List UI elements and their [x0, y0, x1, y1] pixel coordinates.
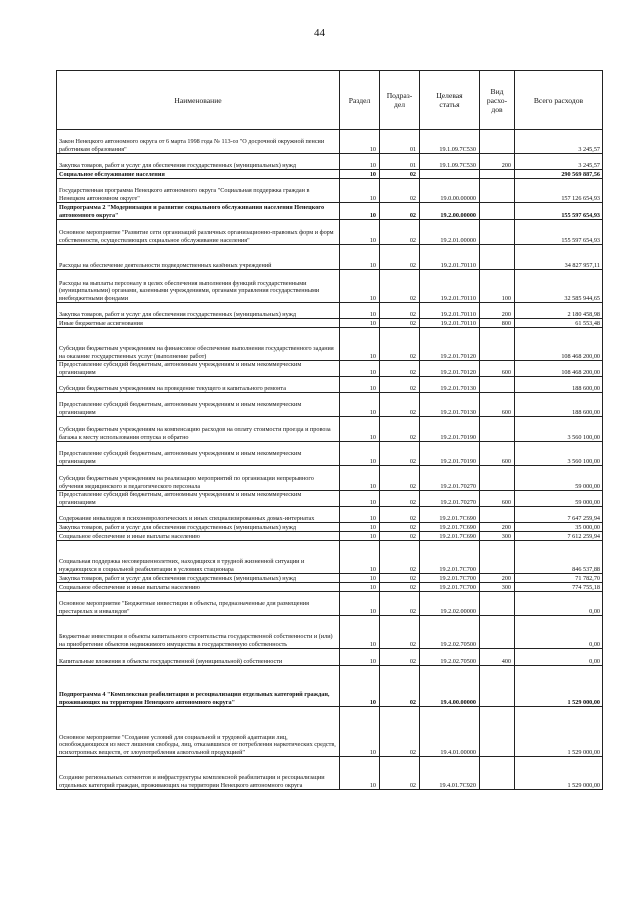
table-cell-total: 155 597 654,93 — [515, 203, 603, 220]
table-cell-total: 846 537,88 — [515, 541, 603, 574]
table-cell-subsection: 02 — [380, 757, 420, 790]
table-cell-name: Субсидии бюджетным учреждениям на реализацию мероприятий по организации непрерывного обучения медицинского и педагогического персонала — [57, 466, 340, 491]
table-row — [57, 270, 603, 303]
table-cell-target: 19.2.01.7С690 — [420, 507, 480, 523]
table-cell-name: Закупка товаров, работ и услуг для обеспечения государственных (муниципальных) нужд — [57, 303, 340, 319]
table-cell-target: 19.2.01.70190 — [420, 442, 480, 466]
table-cell-subsection: 02 — [380, 491, 420, 507]
table-row — [57, 170, 603, 179]
table-cell-total: 3 245,57 — [515, 154, 603, 170]
table-row — [57, 507, 603, 523]
table-cell-name: Субсидии бюджетным учреждениям на проведение текущего и капитального ремонта — [57, 377, 340, 393]
table-cell-total: 1 529 000,00 — [515, 757, 603, 790]
table-cell-target: 19.0.00.00000 — [420, 179, 480, 203]
table-cell-total: 35 000,00 — [515, 523, 603, 532]
table-cell-subsection: 02 — [380, 666, 420, 707]
table-cell-expense-type — [480, 417, 515, 442]
table-cell-target: 19.1.09.7С530 — [420, 130, 480, 154]
table-cell-section: 10 — [340, 319, 380, 328]
table-cell-expense-type: 200 — [480, 154, 515, 170]
table-cell-name: Предоставление субсидий бюджетным, автономным учреждениям и иным некоммерческим организациям — [57, 393, 340, 417]
table-cell-section: 10 — [340, 220, 380, 245]
table-cell-total: 774 755,18 — [515, 583, 603, 592]
table-row — [57, 523, 603, 532]
table-cell-name: Закупка товаров, работ и услуг для обеспечения государственных (муниципальных) нужд — [57, 154, 340, 170]
table-cell-expense-type — [480, 130, 515, 154]
table-cell-target: 19.2.01.70110 — [420, 245, 480, 270]
budget-table — [56, 70, 603, 790]
table-cell-target: 19.1.09.7С530 — [420, 154, 480, 170]
table-cell-subsection: 02 — [380, 170, 420, 179]
table-cell-subsection: 02 — [380, 303, 420, 319]
table-cell-name: Подпрограмма 4 "Комплексная реабилитация и ресоциализация отдельных категорий граждан, проживающих на территории Ненецкого автономного округа" — [57, 666, 340, 707]
table-cell-target: 19.2.01.70130 — [420, 377, 480, 393]
table-cell-section: 10 — [340, 583, 380, 592]
table-cell-target: 19.2.01.70130 — [420, 393, 480, 417]
table-cell-expense-type — [480, 507, 515, 523]
table-row — [57, 666, 603, 707]
table-cell-subsection: 02 — [380, 442, 420, 466]
table-cell-target: 19.2.01.70120 — [420, 361, 480, 377]
table-row — [57, 707, 603, 757]
table-cell-expense-type — [480, 616, 515, 649]
table-cell-section: 10 — [340, 179, 380, 203]
table-cell-target: 19.2.01.00000 — [420, 220, 480, 245]
table-cell-subsection: 01 — [380, 154, 420, 170]
table-row — [57, 417, 603, 442]
table-cell-section: 10 — [340, 170, 380, 179]
table-cell-total: 2 180 458,98 — [515, 303, 603, 319]
table-cell-subsection: 02 — [380, 245, 420, 270]
table-row — [57, 328, 603, 361]
table-cell-total: 59 000,00 — [515, 491, 603, 507]
table-cell-subsection: 01 — [380, 130, 420, 154]
table-row — [57, 757, 603, 790]
table-cell-name: Расходы на выплаты персоналу в целях обеспечения выполнения функций государственными (муниципальными) органами, казенными учреждениями, органами управления государственными внебюджетными фондами — [57, 270, 340, 303]
table-cell-total: 1 529 000,00 — [515, 707, 603, 757]
table-cell-name: Основное мероприятие "Бюджетные инвестиции в объекты, предназначенные для размещения престарелых и инвалидов" — [57, 592, 340, 616]
table-cell-expense-type — [480, 203, 515, 220]
table-row — [57, 574, 603, 583]
table-cell-name: Подпрограмма 2 "Модернизация и развитие социального обслуживания населения Ненецкого автономного округа" — [57, 203, 340, 220]
table-cell-name: Содержание инвалидов в психоневрологических и иных специализированных домах-интернатах — [57, 507, 340, 523]
table-cell-subsection: 02 — [380, 532, 420, 541]
table-cell-section: 10 — [340, 442, 380, 466]
table-cell-total: 188 600,00 — [515, 393, 603, 417]
table-cell-total: 0,00 — [515, 592, 603, 616]
table-cell-subsection: 02 — [380, 466, 420, 491]
table-cell-total: 108 468 200,00 — [515, 361, 603, 377]
table-row — [57, 154, 603, 170]
table-cell-expense-type: 100 — [480, 270, 515, 303]
table-row — [57, 179, 603, 203]
table-cell-total: 3 560 100,00 — [515, 442, 603, 466]
header-row — [57, 71, 603, 130]
table-cell-expense-type — [480, 328, 515, 361]
table-row — [57, 203, 603, 220]
table-cell-section: 10 — [340, 377, 380, 393]
table-cell-subsection: 02 — [380, 377, 420, 393]
table-cell-expense-type — [480, 666, 515, 707]
table-cell-total: 32 585 944,65 — [515, 270, 603, 303]
table-cell-expense-type — [480, 466, 515, 491]
table-cell-expense-type — [480, 592, 515, 616]
table-row — [57, 393, 603, 417]
table-cell-total: 155 597 654,93 — [515, 220, 603, 245]
table-cell-name: Основное мероприятие "Развитие сети организаций различных организационно-правовых форм и форм собственности, осуществляющих социальное обслуживание населения" — [57, 220, 340, 245]
page-number: 44 — [314, 27, 325, 39]
table-cell-target: 19.2.01.7С690 — [420, 523, 480, 532]
table-cell-name: Социальное обеспечение и иные выплаты населению — [57, 583, 340, 592]
table-cell-section: 10 — [340, 491, 380, 507]
table-cell-subsection: 02 — [380, 220, 420, 245]
table-cell-subsection: 02 — [380, 507, 420, 523]
table-cell-expense-type — [480, 179, 515, 203]
table-cell-expense-type — [480, 377, 515, 393]
table-cell-section: 10 — [340, 532, 380, 541]
table-cell-expense-type: 600 — [480, 393, 515, 417]
table-cell-subsection: 02 — [380, 523, 420, 532]
table-cell-expense-type: 600 — [480, 491, 515, 507]
table-cell-target: 19.2.01.7С700 — [420, 574, 480, 583]
header-target: Целевая статья — [420, 71, 480, 130]
table-cell-target: 19.2.01.70270 — [420, 466, 480, 491]
table-cell-total: 0,00 — [515, 616, 603, 649]
table-cell-section: 10 — [340, 154, 380, 170]
table-cell-section: 10 — [340, 757, 380, 790]
table-cell-section: 10 — [340, 130, 380, 154]
table-cell-target: 19.2.01.7С700 — [420, 541, 480, 574]
table-cell-section: 10 — [340, 466, 380, 491]
table-cell-subsection: 02 — [380, 361, 420, 377]
table-cell-subsection: 02 — [380, 203, 420, 220]
table-cell-subsection: 02 — [380, 270, 420, 303]
table-row — [57, 220, 603, 245]
table-row — [57, 245, 603, 270]
table-cell-target: 19.2.01.70110 — [420, 303, 480, 319]
table-row — [57, 303, 603, 319]
table-cell-target: 19.2.02.70500 — [420, 649, 480, 666]
header-section: Раздел — [340, 71, 380, 130]
table-cell-expense-type: 800 — [480, 319, 515, 328]
table-cell-section: 10 — [340, 666, 380, 707]
table-cell-section: 10 — [340, 541, 380, 574]
table-cell-subsection: 02 — [380, 707, 420, 757]
table-cell-target: 19.2.01.70270 — [420, 491, 480, 507]
table-cell-subsection: 02 — [380, 616, 420, 649]
table-cell-total: 59 000,00 — [515, 466, 603, 491]
table-row — [57, 361, 603, 377]
table-cell-total: 290 569 887,56 — [515, 170, 603, 179]
table-cell-target: 19.2.02.00000 — [420, 592, 480, 616]
table-cell-expense-type: 400 — [480, 649, 515, 666]
table-cell-section: 10 — [340, 303, 380, 319]
table-cell-expense-type: 200 — [480, 523, 515, 532]
table-cell-name: Бюджетные инвестиции в объекты капитального строительства государственной собственности и (или) на приобретение объектов недвижимого имущества в государственную собственность — [57, 616, 340, 649]
table-cell-subsection: 02 — [380, 583, 420, 592]
table-cell-section: 10 — [340, 203, 380, 220]
table-cell-name: Предоставление субсидий бюджетным, автономным учреждениям и иным некоммерческим организациям — [57, 361, 340, 377]
table-cell-target: 19.2.00.00000 — [420, 203, 480, 220]
table-row — [57, 541, 603, 574]
table-cell-section: 10 — [340, 507, 380, 523]
table-cell-name: Субсидии бюджетным учреждениям на финансовое обеспечение выполнения государственного задания на оказание государственных услуг (выполнение работ) — [57, 328, 340, 361]
table-cell-section: 10 — [340, 707, 380, 757]
table-cell-total: 7 612 259,94 — [515, 532, 603, 541]
table-cell-subsection: 02 — [380, 541, 420, 574]
table-cell-total: 61 553,48 — [515, 319, 603, 328]
table-cell-target: 19.2.02.70500 — [420, 616, 480, 649]
table-cell-target: 19.2.01.70120 — [420, 328, 480, 361]
table-cell-name: Предоставление субсидий бюджетным, автономным учреждениям и иным некоммерческим организациям — [57, 491, 340, 507]
table-cell-subsection: 02 — [380, 328, 420, 361]
table-cell-expense-type — [480, 757, 515, 790]
table-cell-name: Создание региональных сегментов и инфраструктуры комплексной реабилитации и ресоциализации отдельных категорий граждан, проживающих на территории Ненецкого автономного округа — [57, 757, 340, 790]
table-cell-expense-type — [480, 245, 515, 270]
table-cell-expense-type: 600 — [480, 361, 515, 377]
table-row — [57, 649, 603, 666]
table-cell-section: 10 — [340, 328, 380, 361]
table-row — [57, 532, 603, 541]
table-cell-name: Основное мероприятие "Создание условий для социальной и трудовой адаптации лиц, освобождающихся из мест лишения свободы, лиц, отказавшихся от потребления наркотических средств, психотропных веществ, от злоупотребления алкогольной продукцией" — [57, 707, 340, 757]
table-row — [57, 592, 603, 616]
table-cell-name: Социальная поддержка несовершеннолетних, находящихся в трудной жизненной ситуации и нуждающихся в социальной реабилитации в условиях стационара — [57, 541, 340, 574]
table-cell-name: Социальное обслуживание населения — [57, 170, 340, 179]
table-cell-subsection: 02 — [380, 592, 420, 616]
table-cell-section: 10 — [340, 270, 380, 303]
header-subsection: Подраз- дел — [380, 71, 420, 130]
table-cell-section: 10 — [340, 616, 380, 649]
table-cell-name: Закупка товаров, работ и услуг для обеспечения государственных (муниципальных) нужд — [57, 523, 340, 532]
table-cell-section: 10 — [340, 649, 380, 666]
table-cell-total: 7 647 259,94 — [515, 507, 603, 523]
table-cell-target: 19.2.01.7С690 — [420, 532, 480, 541]
table-cell-section: 10 — [340, 523, 380, 532]
table-cell-target: 19.2.01.70110 — [420, 319, 480, 328]
table-cell-expense-type — [480, 170, 515, 179]
table-cell-subsection: 02 — [380, 417, 420, 442]
table-row — [57, 319, 603, 328]
table-cell-subsection: 02 — [380, 649, 420, 666]
table-cell-expense-type: 600 — [480, 442, 515, 466]
table-cell-section: 10 — [340, 393, 380, 417]
table-cell-section: 10 — [340, 417, 380, 442]
table-cell-total: 188 600,00 — [515, 377, 603, 393]
table-cell-subsection: 02 — [380, 179, 420, 203]
table-cell-target: 19.2.01.70110 — [420, 270, 480, 303]
table-cell-target: 19.4.00.00000 — [420, 666, 480, 707]
table-row — [57, 491, 603, 507]
table-cell-name: Предоставление субсидий бюджетным, автономным учреждениям и иным некоммерческим организациям — [57, 442, 340, 466]
table-cell-total: 1 529 000,00 — [515, 666, 603, 707]
table-cell-target: 19.2.01.70190 — [420, 417, 480, 442]
table-cell-total: 0,00 — [515, 649, 603, 666]
table-cell-total: 71 782,70 — [515, 574, 603, 583]
table-cell-expense-type — [480, 220, 515, 245]
table-row — [57, 616, 603, 649]
table-cell-target: 19.4.01.00000 — [420, 707, 480, 757]
table-cell-name: Закупка товаров, работ и услуг для обеспечения государственных (муниципальных) нужд — [57, 574, 340, 583]
table-cell-name: Расходы на обеспечение деятельности подведомственных казённых учреждений — [57, 245, 340, 270]
table-cell-section: 10 — [340, 361, 380, 377]
table-cell-target: 19.4.01.7С920 — [420, 757, 480, 790]
table-cell-name: Государственная программа Ненецкого автономного округа "Социальная поддержка граждан в Ненецком автономном округе" — [57, 179, 340, 203]
table-cell-expense-type: 300 — [480, 532, 515, 541]
table-cell-target: 19.2.01.7С700 — [420, 583, 480, 592]
table-cell-section: 10 — [340, 245, 380, 270]
table-cell-name: Субсидии бюджетным учреждениям на компенсацию расходов на оплату стоимости проезда и провоза багажа к месту использования отпуска и обратно — [57, 417, 340, 442]
table-row — [57, 466, 603, 491]
table-cell-name: Социальное обеспечение и иные выплаты населению — [57, 532, 340, 541]
table-cell-expense-type — [480, 707, 515, 757]
table-cell-name: Закон Ненецкого автономного округа от 6 марта 1998 года № 113-оз "О досрочной окружной пенсии работникам образования" — [57, 130, 340, 154]
table-cell-total: 3 560 100,00 — [515, 417, 603, 442]
table-cell-name: Иные бюджетные ассигнования — [57, 319, 340, 328]
table-cell-section: 10 — [340, 574, 380, 583]
table-cell-section: 10 — [340, 592, 380, 616]
table-cell-expense-type: 300 — [480, 583, 515, 592]
table-cell-subsection: 02 — [380, 393, 420, 417]
table-cell-name: Капитальные вложения в объекты государственной (муниципальной) собственности — [57, 649, 340, 666]
table-cell-total: 157 126 654,93 — [515, 179, 603, 203]
header-total: Всего расходов — [515, 71, 603, 130]
table-cell-expense-type — [480, 541, 515, 574]
table-row — [57, 130, 603, 154]
header-name: Наименование — [57, 71, 340, 130]
table-cell-expense-type: 200 — [480, 574, 515, 583]
table-row — [57, 442, 603, 466]
table-cell-total: 108 468 200,00 — [515, 328, 603, 361]
table-cell-subsection: 02 — [380, 319, 420, 328]
table-cell-expense-type: 200 — [480, 303, 515, 319]
table-cell-total: 34 827 957,11 — [515, 245, 603, 270]
table-cell-total: 3 245,57 — [515, 130, 603, 154]
table-cell-target — [420, 170, 480, 179]
table-row — [57, 583, 603, 592]
table-cell-subsection: 02 — [380, 574, 420, 583]
table-row — [57, 377, 603, 393]
header-expense-type: Вид расхо- дов — [480, 71, 515, 130]
